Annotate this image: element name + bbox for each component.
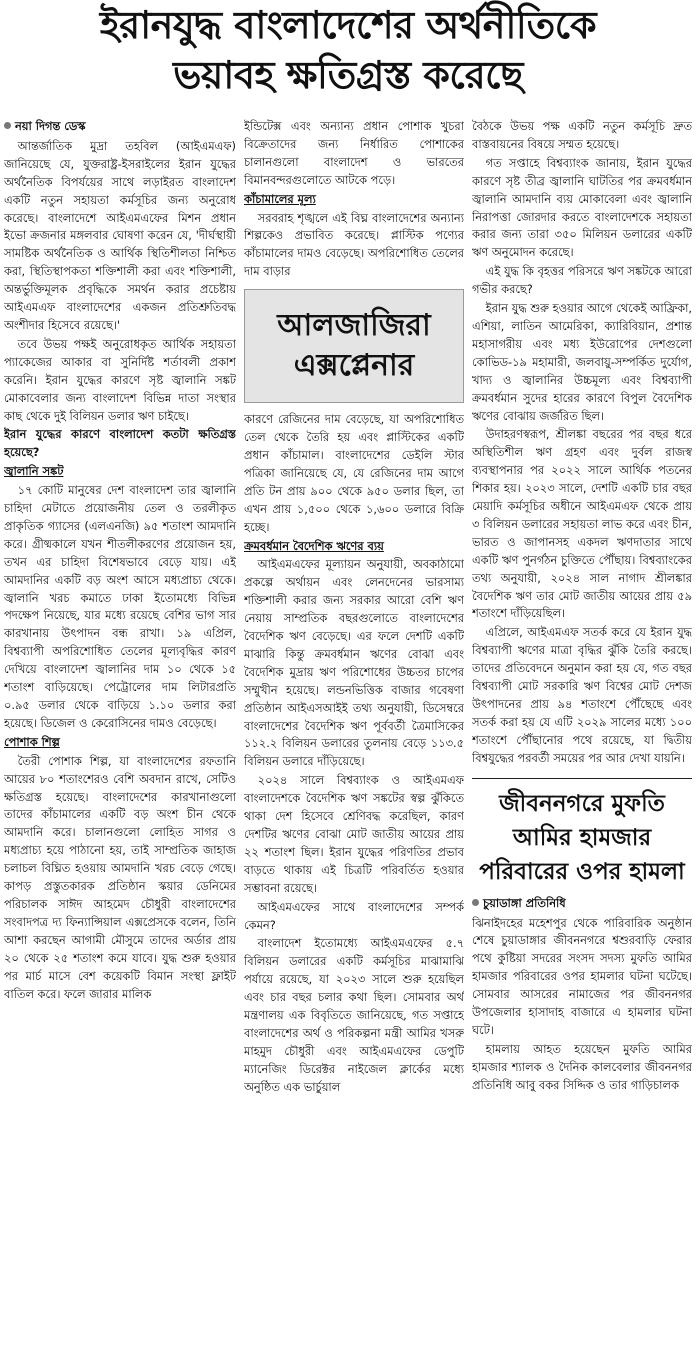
headline-line-1: ইরানযুদ্ধ বাংলাদেশের অর্থনীতিকে xyxy=(99,3,597,47)
article-column-2 xyxy=(244,118,464,1366)
paragraph: গত সপ্তাহে বিশ্বব্যাংক জানায়, ইরান যুদ্ধের কারণে সৃষ্ট তীব্র জ্বালানি ঘাটতির পর ক্রমবর্ধমান জ্বালানি আমদানি ব্যয় মোকাবেলা এবং জ্বালানি নিরাপত্তা জোরদার করতে বাংলাদেশকে সহায়তা করার জন্য তারা ৩৫০ মিলিয়ন ডলারের একটি ঋণ অনুমোদন করেছে। xyxy=(472,155,692,260)
story2-byline: চুয়াডাঙ্গা প্রতিনিধি xyxy=(472,895,692,913)
section-question: ইরান যুদ্ধের কারণে বাংলাদেশ কতটা ক্ষতিগ্রস্ত হয়েছে? xyxy=(4,427,236,460)
bullet-icon xyxy=(4,122,11,129)
paragraph: ঝিনাইদহের মহেশপুর থেকে পারিবারিক অনুষ্ঠান শেষে চুয়াডাঙ্গার জীবননগরে শ্বশুরবাড়ি ফেরার পথে কুষ্টিয়া সদরের সংসদ সদস্য মুফতি আমির হামজার পরিবারের ওপর হামলার ঘটনা ঘটেছে। সোমবার আসরের নামাজের পর জীবননগর উপজেলার হাসাদাহ বাজারে এ হামলার ঘটনা ঘটে। xyxy=(472,915,692,1037)
paragraph: ইন্ডিটেক্স এবং অন্যান্য প্রধান পোশাক খুচরা বিক্রেতাদের জন্য নির্ধারিত পোশাকের চালানগুলো বাংলাদেশ ও ভারতের বিমানবন্দরগুলোতে আটকে পড়ে। xyxy=(244,119,464,187)
paragraph: আন্তর্জাতিক মুদ্রা তহবিল (আইএমএফ) জানিয়েছে যে, যুক্তরাষ্ট্র-ইসরাইলের ইরান যুদ্ধের অর্থনৈতিক বিপর্যয়ের সাথে লড়াইরত বাংলাদেশ একটি নতুন সহায়তা কর্মসূচির জন্য অনুরোধ করেছে। বাংলাদেশে আইএমএফের মিশন প্রধান ইভো ক্রজনার মঙ্গলবার ঘোষণা করেন যে, 'দীর্ঘস্থায়ী সামষ্টিক অর্থনৈতিক ও আর্থিক স্থিতিশীলতা নিশ্চিত করা, স্থিতিস্থাপকতা শক্তিশালী করা এবং শক্তিশালী, অন্তর্ভুক্তিমূলক প্রবৃদ্ধিকে সমর্থন করার প্রচেষ্টায় আইএমএফ বাংলাদেশের একজন প্রতিশ্রুতিবদ্ধ অংশীদার হিসেবে রয়েছে।' xyxy=(4,138,236,332)
byline: নয়া দিগন্ত ডেস্ক xyxy=(4,118,236,136)
bullet-icon xyxy=(472,899,479,906)
section-subhead: পোশাক শিল্প xyxy=(4,734,60,749)
paragraph: আইএমএফের সাথে বাংলাদেশের সম্পর্ক কেমন? xyxy=(244,899,464,932)
paragraph: তৈরী পোশাক শিল্প, যা বাংলাদেশের রফতানি আয়ের ৮০ শতাংশেরও বেশি অবদান রাখে, সেটিও ক্ষতিগ্রস্ত হয়েছে। বাংলাদেশের কারখানাগুলো তাদের কাঁচামালের একটি বড় অংশ চীন থেকে আমদানি করে। চালানগুলো লোহিত সাগর ও মধ্যপ্রাচ্য হয়ে পাঠানো হয়, তাই সাম্প্রতিক জাহাজ চলাচল বিঘ্নিত হওয়ায় আমদানি খরচ বেড়ে গেছে। কাপড় প্রস্তুতকারক প্রতিষ্ঠান স্কয়ার ডেনিমের পরিচালক সাঈদ আহমেদ চৌধুরী বাংলাদেশের সংবাদপত্র দ্য ফিন্যান্সিয়াল এক্সপ্রেসকে বলেন, তিনি আশা করছেন আগামী মৌসুমে তাদের অর্ডার প্রায় ২০ থেকে ২৫ শতাংশ কমে যাবে। যুদ্ধ শুরু হওয়ার পর মার্চ মাসে বেশ কয়েকটি বিমান সংস্থা ফ্লাইট বাতিল করে। ফলে জারার মালিক xyxy=(4,753,236,1001)
paragraph: উদাহরণস্বরূপ, শ্রীলঙ্কা বছরের পর বছর ধরে অস্থিতিশীল ঋণ গ্রহণ এবং দুর্বল রাজস্ব ব্যবস্থাপনার পর ২০২২ সালে আর্থিক পতনের শিকার হয়। ২০২৩ সালে, দেশটি একটি চার বছর মেয়াদি কর্মসূচির অধীনে আইএমএফ থেকে প্রায় ৩ বিলিয়ন ডলারের সহায়তা লাভ করে এবং চীন, ভারত ও জাপানসহ একদল ঋণদাতার সাথে একটি ঋণ পুনর্গঠন চুক্তিতে পৌঁছায়। বিশ্বব্যাংকের তথ্য অনুযায়ী, ২০২৪ সাল নাগাদ শ্রীলঙ্কার বৈদেশিক ঋণ তার মোট জাতীয় আয়ের প্রায় ৫৯ শতাংশে দাঁড়িয়েছিল। xyxy=(472,427,692,621)
paragraph: এই যুদ্ধ কি বৃহত্তর পরিসরে ঋণ সঙ্কটকে আরো গভীর করছে? xyxy=(472,264,692,297)
main-headline xyxy=(0,0,696,100)
paragraph: তবে উভয় পক্ষই অনুরোধকৃত আর্থিক সহায়তা প্যাকেজের আকার বা সুনির্দিষ্ট শর্তাবলী প্রকাশ করেনি। ইরান যুদ্ধের কারণে সৃষ্ট জ্বালানি সঙ্কট মোকাবেলার জন্য বাংলাদেশ বিভিন্ন দাতা সংস্থার কাছ থেকে দুই বিলিয়ন ডলার ঋণ চাইছে। xyxy=(4,336,236,423)
paragraph: ইরান যুদ্ধ শুরু হওয়ার আগে থেকেই আফ্রিকা, এশিয়া, লাতিন আমেরিকা, ক্যারিবিয়ান, প্রশান্ত মহাসাগরীয় এবং মধ্য ইউরোপের দেশগুলো কোভিড-১৯ মহামারী, জলবায়ু-সম্পর্কিত দুর্যোগ, খাদ্য ও জ্বালানির উচ্চমূল্য এবং বিশ্বব্যাপী ক্রমবর্ধমান সুদের হারের কারণে বিপুল বৈদেশিক ঋণের বোঝায় জর্জরিত ছিল। xyxy=(472,301,692,423)
section-subhead: জ্বালানি সঙ্কট xyxy=(4,464,64,479)
explainer-box xyxy=(244,289,464,403)
paragraph: ১৭ কোটি মানুষের দেশ বাংলাদেশ তার জ্বালানি চাহিদা মেটাতে প্রয়োজনীয় তেল ও তরলীকৃত প্রাকৃতিক গ্যাসের (এলএনজি) ৯৫ শতাংশ আমদানি করে। গ্রীষ্মকালে যখন শীতলীকরণের প্রয়োজন হয়, তখন এর চাহিদা বিশেষভাবে বেড়ে যায়। এই আমদানির একটি বড় অংশ আসে মধ্যপ্রাচ্য থেকে। জ্বালানি খরচ কমাতে ঢাকা ইতোমধ্যে বিভিন্ন পদক্ষেপ নিয়েছে, যার মধ্যে রয়েছে বেশির ভাগ সার কারখানায় উৎপাদন বন্ধ রাখা। ১৯ এপ্রিল, বিশ্বব্যাপী অপরিশোধিত তেলের মূল্যবৃদ্ধির কারণ দেখিয়ে বাংলাদেশ জ্বালানির দাম ১০ থেকে ১৫ শতাংশ বাড়িয়েছে। পেট্রোলের দাম লিটারপ্রতি ০.৯৫ ডলার থেকে বাড়িয়ে ১.১০ ডলার করা হয়েছে। ডিজেল ও কেরোসিনের দামও বেড়েছে। xyxy=(4,483,236,730)
explainer-title-line-2: এক্সপ্লেনার xyxy=(293,348,415,384)
story2-headline-line-2: আমির হামজার xyxy=(512,824,652,851)
story2-headline xyxy=(472,787,692,889)
paragraph: ২০২৪ সালে বিশ্বব্যাংক ও আইএমএফ বাংলাদেশকে বৈদেশিক ঋণ সঙ্কটের স্বল্প ঝুঁকিতে থাকা দেশ হিসেবে শ্রেণিবদ্ধ করেছিল, কারণ দেশটির ঋণের বোঝা মোট জাতীয় আয়ের প্রায় ২২ শতাংশ ছিল। ইরান যুদ্ধের পরিণতির প্রভাব বাড়তে থাকায় এই চিত্রটি পরিবর্তিত হওয়ার সম্ভাবনা রয়েছে। xyxy=(244,773,464,895)
divider xyxy=(472,778,692,779)
paragraph: কারণে রেজিনের দাম বেড়েছে, যা অপরিশোধিত তেল থেকে তৈরি হয় এবং প্লাস্টিকের একটি প্রধান কাঁচামাল। বাংলাদেশের ডেইলি স্টার পত্রিকা জানিয়েছে যে, যে রেজিনের দাম আগে প্রতি টন প্রায় ৯০০ থেকে ৯৫০ ডলার ছিল, তা এখন প্রায় ১,৫০০ থেকে ১,৬০০ ডলারে বিক্রি হচ্ছে। xyxy=(244,412,464,534)
paragraph: এপ্রিলে, আইএমএফ সতর্ক করে যে ইরান যুদ্ধ বিশ্বব্যাপী ঋণের মাত্রা বৃদ্ধির ঝুঁকি তৈরি করছে। তাদের প্রতিবেদনে অনুমান করা হয় যে, গত বছর বিশ্বব্যাপী মোট সরকারি ঋণ বিশ্বের মোট দেশজ উৎপাদনের প্রায় ৯৪ শতাংশে পৌঁছেছে এবং সতর্ক করা হয় যে এটি ২০২৯ সালের মধ্যে ১০০ শতাংশে পৌঁছানোর পথে রয়েছে, যা দ্বিতীয় বিশ্বযুদ্ধের পরবর্তী সময়ের পর আর দেখা যায়নি। xyxy=(472,625,692,765)
paragraph: আইএমএফের মূল্যায়ন অনুযায়ী, অবকাঠামো প্রকল্পে অর্থায়ন এবং লেনদেনের ভারসাম্য শক্তিশালী করার জন্য সরকার আরো বেশি ঋণ নেয়ায় সাম্প্রতিক বছরগুলোতে বাংলাদেশের বৈদেশিক ঋণ বেড়েছে। এর ফলে দেশটি একটি মাঝারি কিন্তু ক্রমবর্ধমান ঋণের বোঝা এবং বৈদেশিক মুদ্রায় ঋণ পরিশোধের উচ্চতর চাপের সম্মুখীন হয়েছে। লন্ডনভিত্তিক বাজার গবেষণা প্রতিষ্ঠান আইএসআইই তথ্য অনুযায়ী, ডিসেম্বরে বাংলাদেশের বৈদেশিক ঋণ পূর্ববর্তী ত্রৈমাসিকের ১১২.২ বিলিয়ন ডলারের তুলনায় বেড়ে ১১৩.৫ বিলিয়ন ডলারে দাঁড়িয়েছে। xyxy=(244,557,464,769)
explainer-title-line-1: আলজাজিরা xyxy=(277,308,431,344)
section-subhead: কাঁচামালের মূল্য xyxy=(244,191,316,206)
story2-headline-line-3: পরিবারের ওপর হামলা xyxy=(479,858,685,885)
headline-line-2: ভয়াবহ ক্ষতিগ্রস্ত করেছে xyxy=(173,53,523,97)
section-subhead: ক্রমবর্ধমান বৈদেশিক ঋণের ব্যয় xyxy=(244,538,384,553)
paragraph: বাংলাদেশ ইতোমধ্যে আইএমএফের ৫.৭ বিলিয়ন ডলারের একটি কর্মসূচির মাঝামাঝি পর্যায়ে রয়েছে, যা ২০২৩ সালে শুরু হয়েছিল এবং চার বছর চলার কথা ছিল। সোমবার অর্থ মন্ত্রণালয় এক বিবৃতিতে জানিয়েছে, গত সপ্তাহে বাংলাদেশের অর্থ ও পরিকল্পনা মন্ত্রী আমির খসরু মাহমুদ চৌধুরী এবং আইএমএফের ডেপুটি ম্যানেজিং ডিরেক্টর নাইজেল ক্লার্কের মধ্যে অনুষ্ঠিত এক ভার্চুয়াল xyxy=(244,936,464,1094)
paragraph: বৈঠকে উভয় পক্ষ একটি নতুন কর্মসূচি দ্রুত বাস্তবায়নের বিষয়ে সম্মত হয়েছে। xyxy=(472,119,692,151)
article-column-1 xyxy=(4,118,236,1366)
paragraph: সরবরাহ শৃঙ্খলে এই বিঘ্ন বাংলাদেশের অন্যান্য শিল্পকেও প্রভাবিত করেছে। প্লাস্টিক পণ্যের কাঁচামালের দামও বেড়েছে। অপরিশোধিত তেলের দাম বাড়ার xyxy=(244,210,464,279)
story2-headline-line-1: জীবননগরে মুফতি xyxy=(499,790,665,817)
article-column-3 xyxy=(472,118,692,1366)
paragraph: হামলায় আহত হয়েছেন মুফতি আমির হামজার শ্যালক ও দৈনিক কালবেলার জীবননগর প্রতিনিধি আবু বকর সিদ্দিক ও তার গাড়িচালক xyxy=(472,1041,692,1092)
